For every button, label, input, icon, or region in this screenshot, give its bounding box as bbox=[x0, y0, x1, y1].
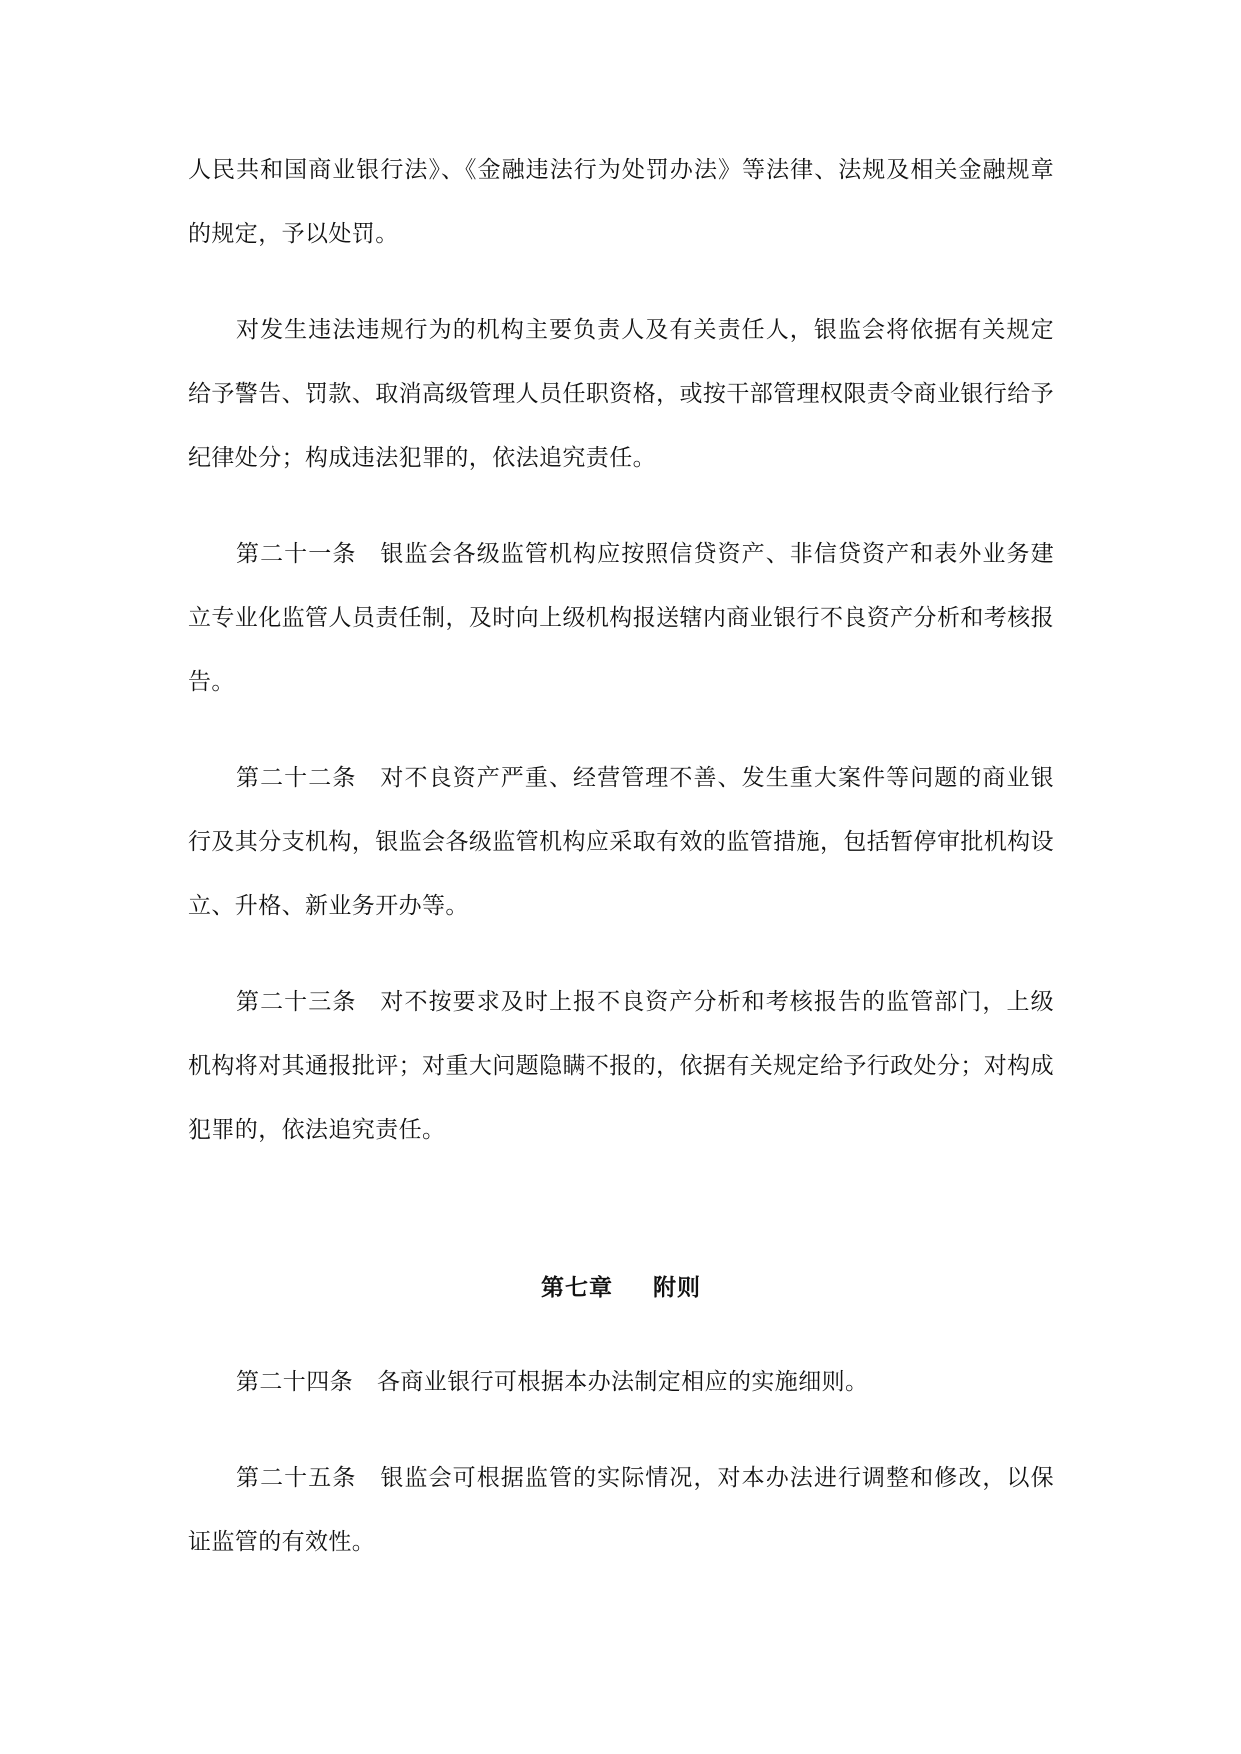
article-22 bbox=[188, 746, 1054, 938]
article-number: 第二十四条 bbox=[236, 1369, 353, 1395]
article-text: 对不按要求及时上报不良资产分析和考核报告的监管部门，上级机构将对其通报批评；对重大问题隐瞒不报的，依据有关规定给予行政处分；对构成犯罪的，依法追究责任。 bbox=[188, 989, 1054, 1143]
article-23 bbox=[188, 970, 1054, 1162]
chapter-number: 第七章 bbox=[541, 1275, 613, 1301]
article-text: 银监会各级监管机构应按照信贷资产、非信贷资产和表外业务建立专业化监管人员责任制，及时向上级机构报送辖内商业银行不良资产分析和考核报告。 bbox=[188, 541, 1054, 695]
article-text: 银监会可根据监管的实际情况，对本办法进行调整和修改，以保证监管的有效性。 bbox=[188, 1465, 1054, 1555]
article-number: 第二十三条 bbox=[236, 989, 357, 1015]
article-text: 各商业银行可根据本办法制定相应的实施细则。 bbox=[377, 1369, 869, 1395]
article-number: 第二十二条 bbox=[236, 765, 357, 791]
chapter-title: 附则 bbox=[653, 1275, 701, 1301]
chapter-heading bbox=[188, 1256, 1054, 1320]
article-number: 第二十一条 bbox=[236, 541, 357, 567]
paragraph-text: 人民共和国商业银行法》、《金融违法行为处罚办法》等法律、法规及相关金融规章的规定，予以处罚。 bbox=[188, 157, 1054, 247]
article-25 bbox=[188, 1446, 1054, 1574]
article-number: 第二十五条 bbox=[236, 1465, 357, 1491]
article-24 bbox=[188, 1350, 1054, 1414]
article-21 bbox=[188, 522, 1054, 714]
paragraph-continuation bbox=[188, 138, 1054, 266]
document-body bbox=[188, 138, 1054, 1606]
paragraph-penalty bbox=[188, 298, 1054, 490]
paragraph-text: 对发生违法违规行为的机构主要负责人及有关责任人，银监会将依据有关规定给予警告、罚款、取消高级管理人员任职资格，或按干部管理权限责令商业银行给予纪律处分；构成违法犯罪的，依法追究责任。 bbox=[188, 317, 1054, 471]
article-text: 对不良资产严重、经营管理不善、发生重大案件等问题的商业银行及其分支机构，银监会各级监管机构应采取有效的监管措施，包括暂停审批机构设立、升格、新业务开办等。 bbox=[188, 765, 1054, 919]
